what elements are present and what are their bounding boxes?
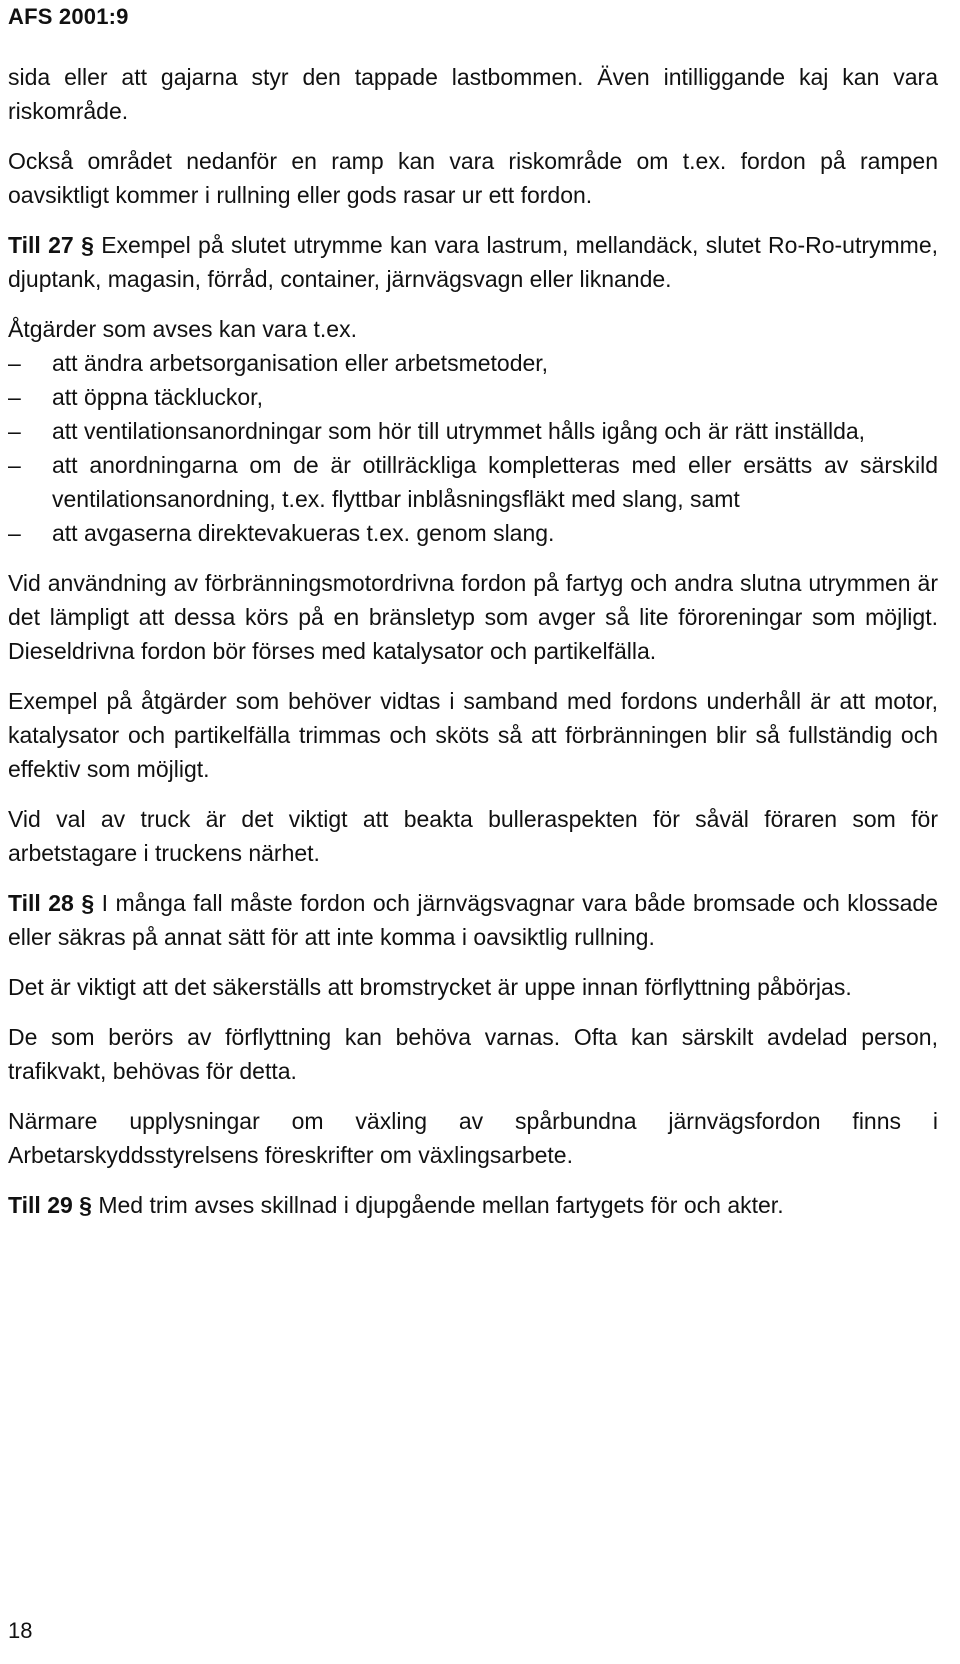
dash-bullet: – [8,418,21,444]
paragraph-1: sida eller att gajarna styr den tappade lastbommen. Även intilliggande kaj kan vara riskområde. [8,64,938,124]
section-symbol: § [81,890,95,916]
list-item [8,380,938,414]
paragraph-measures-intro: Åtgärder som avses kan vara t.ex. [8,316,357,342]
section-symbol: § [79,1192,92,1218]
list-item-text: att ändra arbetsorganisation eller arbetsmetoder, [52,350,549,376]
document-body [8,60,938,1238]
dash-bullet: – [8,520,21,546]
measures-list [8,346,938,550]
document-header: AFS 2001:9 [8,4,129,29]
list-item-text: att anordningarna om de är otillräckliga kompletteras med eller ersätts av särskild ventilationsanordning, t.ex. flyttbar inblåsningsfläkt med slang, samt [52,452,938,512]
list-item [8,448,938,516]
paragraph-5: Vid användning av förbränningsmotordrivna fordon på fartyg och andra slutna utrymmen är det lämpligt att dessa körs på en bränsletyp som avger så lite föroreningar som möjligt. Dieseldrivna fordon bör förses med katalysator och partikelfälla. [8,570,938,664]
paragraph-till-27-text: Exempel på slutet utrymme kan vara lastrum, mellandäck, slutet Ro-Ro-utrymme, djuptank, magasin, förråd, container, järnvägsvagn eller liknande. [8,232,939,292]
paragraph-7: Vid val av truck är det viktigt att beakta bulleraspekten för såväl föraren som för arbetstagare i truckens närhet. [8,806,938,866]
list-item-text: att ventilationsanordningar som hör till utrymmet hålls igång och är rätt inställda, [52,418,866,444]
paragraph-till-27 [8,228,938,296]
section-ref-29: Till 29 [8,1192,73,1218]
paragraph-10: De som berörs av förflyttning kan behöva varnas. Ofta kan särskilt avdelad person, trafikvakt, behövas för detta. [8,1024,938,1084]
list-item [8,414,938,448]
dash-bullet: – [8,452,21,478]
list-item-text: att öppna täckluckor, [52,384,263,410]
list-item [8,346,938,380]
list-item-text: att avgaserna direktevakueras t.ex. genom slang. [52,520,555,546]
paragraph-till-29 [8,1188,938,1222]
paragraph-6: Exempel på åtgärder som behöver vidtas i samband med fordons underhåll är att motor, katalysator och partikelfälla trimmas och sköts så att förbränningen blir så fullständig och effektiv som möjligt. [8,688,938,782]
paragraph-till-28 [8,886,938,954]
paragraph-till-28-text: I många fall måste fordon och järnvägsvagnar vara både bromsade och klossade eller säkras på annat sätt för att inte komma i oavsiktlig rullning. [8,890,939,950]
section-symbol: § [81,232,94,258]
paragraph-11: Närmare upplysningar om växling av spårbundna järnvägsfordon finns i Arbetarskyddsstyrelsens föreskrifter om växlingsarbete. [8,1108,938,1168]
page-number: 18 [8,1618,33,1643]
paragraph-2: Också området nedanför en ramp kan vara riskområde om t.ex. fordon på rampen oavsiktligt kommer i rullning eller gods rasar ur ett fordon. [8,148,938,208]
section-ref-28: Till 28 [8,890,74,916]
section-ref-27: Till 27 [8,232,74,258]
dash-bullet: – [8,384,21,410]
dash-bullet: – [8,350,21,376]
paragraph-9: Det är viktigt att det säkerställs att bromstrycket är uppe innan förflyttning påbörjas. [8,974,852,1000]
list-item [8,516,938,550]
paragraph-till-29-text: Med trim avses skillnad i djupgående mellan fartygets för och akter. [98,1192,784,1218]
